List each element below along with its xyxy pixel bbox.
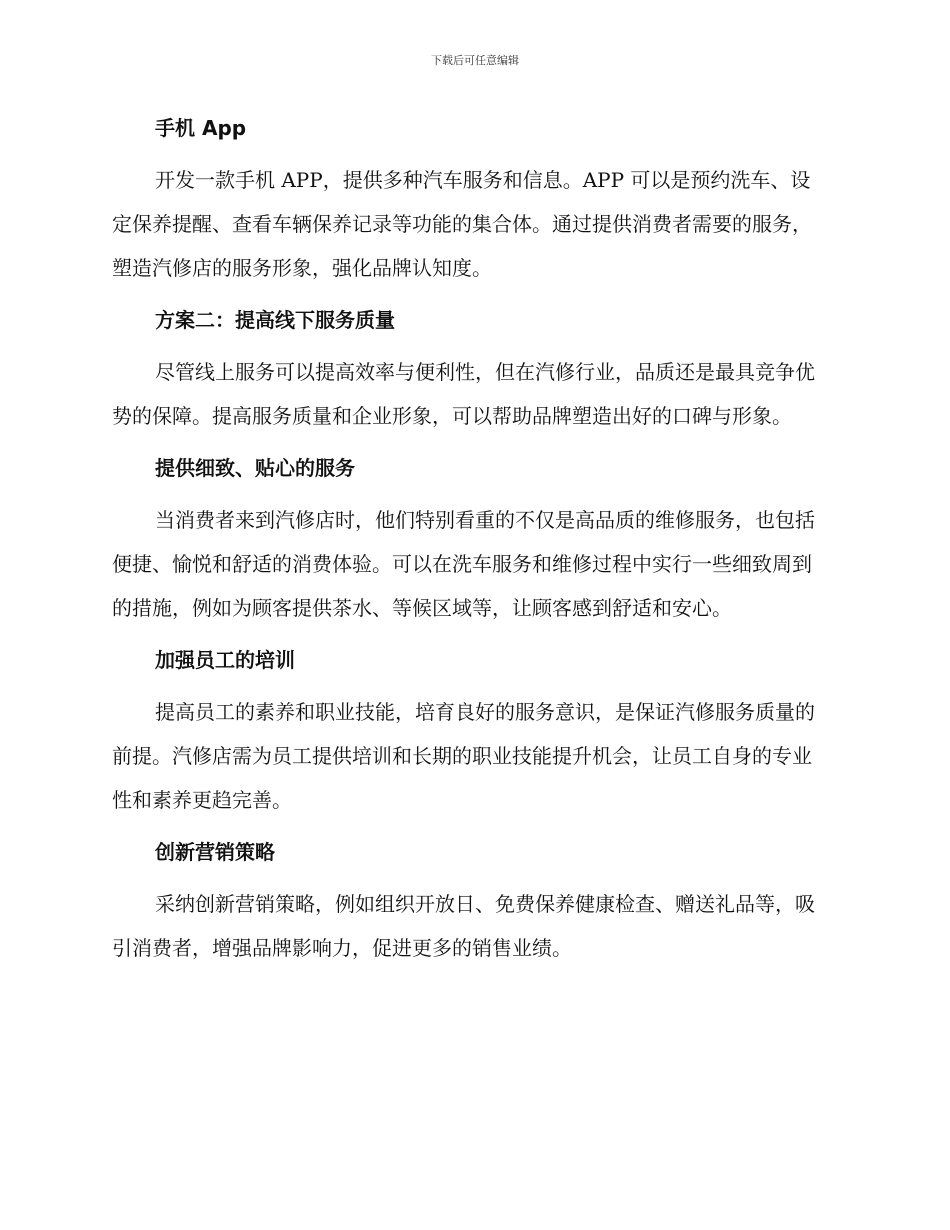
section-paragraph-staff-training: 提高员工的素养和职业技能，培育良好的服务意识，是保证汽修服务质量的前提。汽修店需为员工提供培训和长期的职业技能提升机会，让员工自身的专业性和素养更趋完善。 xyxy=(112,700,815,812)
section-heading-staff-training: 加强员工的培训 xyxy=(155,648,295,672)
section-heading-mobile-app: 手机 App xyxy=(155,116,247,140)
section-paragraph-marketing-strategy: 采纳创新营销策略，例如组织开放日、免费保养健康检查、赠送礼品等，吸引消费者，增强品牌影响力，促进更多的销售业绩。 xyxy=(112,892,815,960)
section-paragraph-mobile-app: 开发一款手机 APP，提供多种汽车服务和信息。APP 可以是预约洗车、设定保养提醒、查看车辆保养记录等功能的集合体。通过提供消费者需要的服务，塑造汽修店的服务形象，强化品牌认知度。 xyxy=(112,168,812,280)
section-heading-attentive-service: 提供细致、贴心的服务 xyxy=(155,456,355,480)
section-heading-marketing-strategy: 创新营销策略 xyxy=(155,840,275,864)
section-heading-plan-two: 方案二：提高线下服务质量 xyxy=(155,308,395,332)
section-paragraph-plan-two: 尽管线上服务可以提高效率与便利性，但在汽修行业，品质还是最具竞争优势的保障。提高服务质量和企业形象，可以帮助品牌塑造出好的口碑与形象。 xyxy=(112,360,815,428)
page-header-note: 下载后可任意编辑 xyxy=(431,54,519,67)
document-body xyxy=(112,106,830,970)
section-paragraph-attentive-service: 当消费者来到汽修店时，他们特别看重的不仅是高品质的维修服务，也包括便捷、愉悦和舒适的消费体验。可以在洗车服务和维修过程中实行一些细致周到的措施，例如为顾客提供茶水、等候区域等，让顾客感到舒适和安心。 xyxy=(112,508,815,620)
